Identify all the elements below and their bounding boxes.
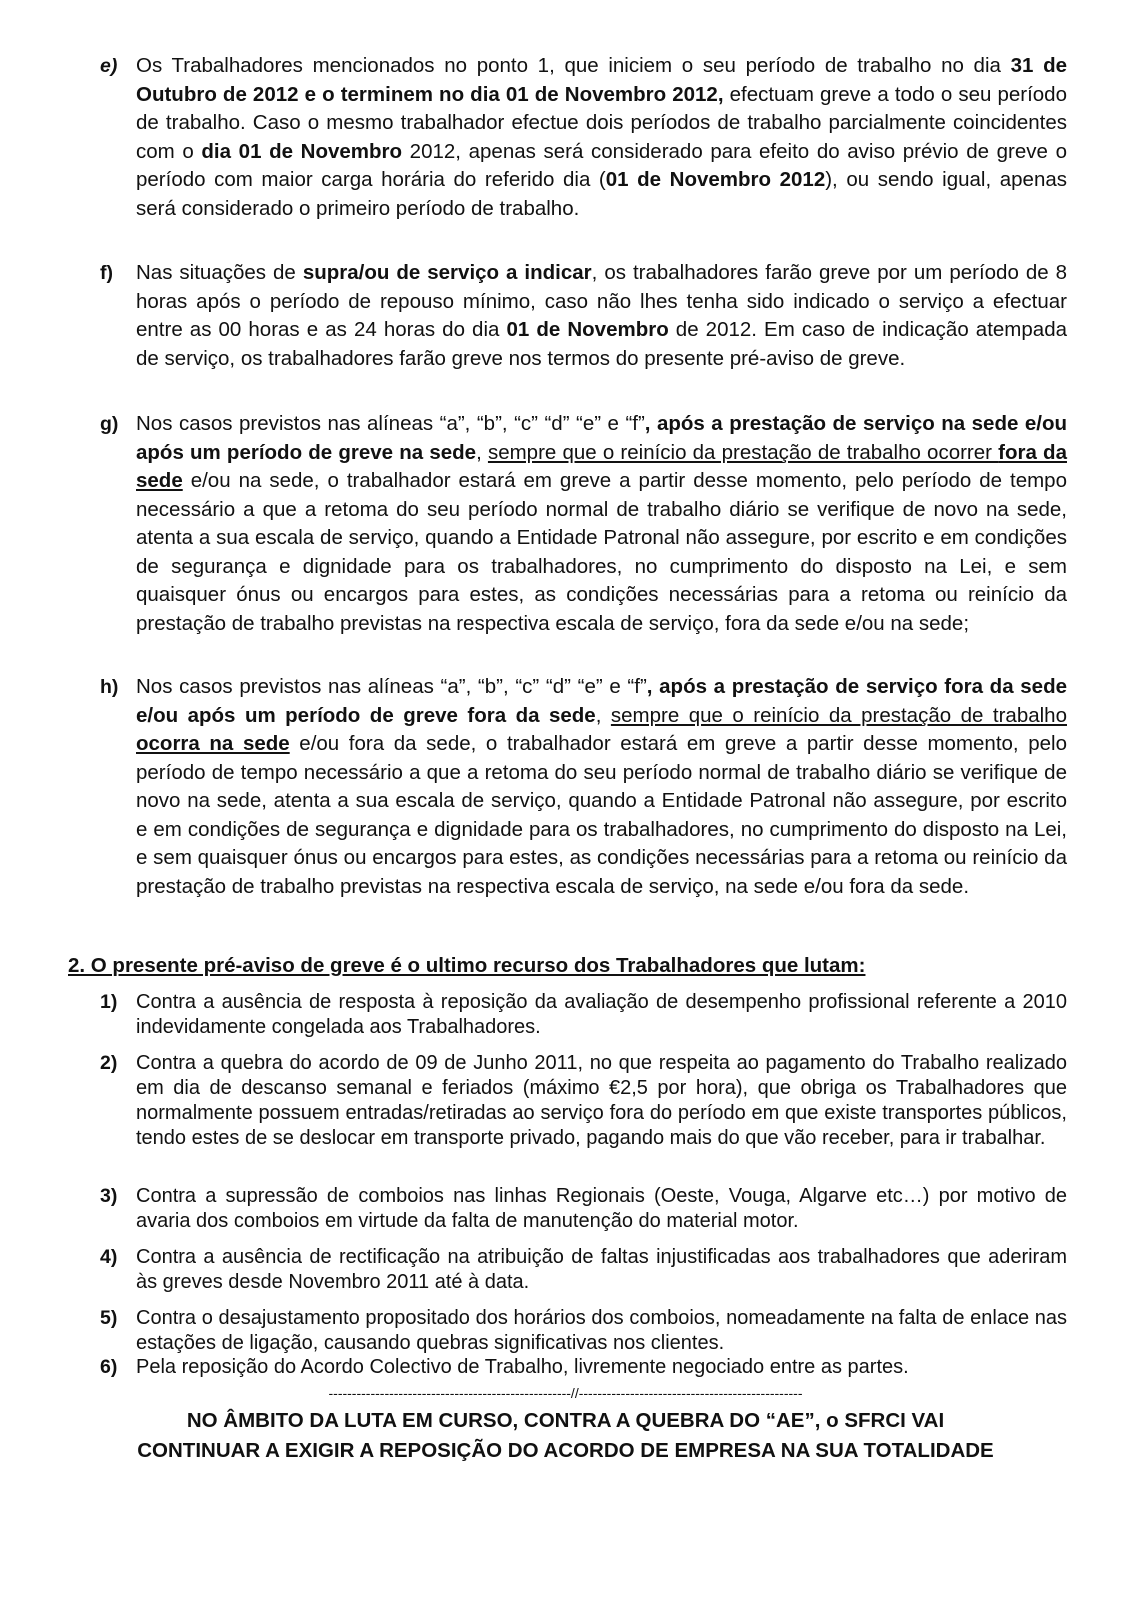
clause-g xyxy=(100,410,1067,638)
clause-h xyxy=(100,673,1067,901)
point-label: 4) xyxy=(100,1246,118,1268)
point-text: Contra a ausência de resposta à reposição da avaliação de desempenho profissional referente a 2010 indevidamente congelada aos Trabalhadores. xyxy=(136,991,1067,1038)
point-2 xyxy=(100,1051,1067,1151)
separator-line: ----------------------------------------------------//------------------------------------------------ xyxy=(328,1385,803,1401)
closing-line-2: CONTINUAR A EXIGIR A REPOSIÇÃO DO ACORDO DE EMPRESA NA SUA TOTALIDADE xyxy=(137,1439,994,1462)
point-label: 1) xyxy=(100,991,118,1013)
closing-line-1: NO ÂMBITO DA LUTA EM CURSO, CONTRA A QUEBRA DO “AE”, o SFRCI VAI xyxy=(186,1409,945,1432)
point-4 xyxy=(100,1245,1067,1295)
point-text: Pela reposição do Acordo Colectivo de Trabalho, livremente negociado entre as partes. xyxy=(136,1356,909,1378)
point-label: 6) xyxy=(100,1356,118,1378)
point-1 xyxy=(100,990,1067,1040)
section-2-heading: 2. O presente pré-aviso de greve é o ultimo recurso dos Trabalhadores que lutam: xyxy=(68,954,866,977)
clause-f xyxy=(100,259,1067,373)
clause-e xyxy=(100,52,1067,223)
point-label: 5) xyxy=(100,1307,118,1329)
point-5 xyxy=(100,1306,1067,1356)
point-text: Contra a ausência de rectificação na atribuição de faltas injustificadas aos trabalhadores que aderiram às greves desde Novembro 2011 até à data. xyxy=(136,1246,1067,1293)
clause-text: Nos casos previstos nas alíneas “a”, “b”, “c” “d” “e” e “f”, após a prestação de serviço na sede e/ou após um período de greve na sede, sempre que o reinício da prestação de trabalho ocorrer fora da sede e/ou na sede, o trabalhador estará em greve a partir desse momento, pelo período de tempo necessário a que a retoma do seu período normal de trabalho diário se verifique de novo na sede, atenta a sua escala de serviço, quando a Entidade Patronal não assegure, por escrito e em condições de segurança e dignidade para os trabalhadores, no cumprimento do disposto na Lei, e sem quaisquer ónus ou encargos para estes, as condições necessárias para a retoma ou reinício da prestação de trabalho previstas na respectiva escala de serviço, fora da sede e/ou na sede; xyxy=(136,412,1067,635)
point-text: Contra a quebra do acordo de 09 de Junho 2011, no que respeita ao pagamento do Trabalho realizado em dia de descanso semanal e feriados (máximo €2,5 por hora), que obriga os Trabalhadores que normalmente possuem entradas/retiradas ao serviço fora do período em que existe transportes públicos, tendo estes de se deslocar em transporte privado, pagando mais do que vão receber, para ir trabalhar. xyxy=(136,1052,1067,1149)
clause-text: Nas situações de supra/ou de serviço a indicar, os trabalhadores farão greve por um período de 8 horas após o período de repouso mínimo, caso não lhes tenha sido indicado o serviço a efectuar entre as 00 horas e as 24 horas do dia 01 de Novembro de 2012. Em caso de indicação atempada de serviço, os trabalhadores farão greve nos termos do presente pré-aviso de greve. xyxy=(136,261,1068,370)
point-text: Contra a supressão de comboios nas linhas Regionais (Oeste, Vouga, Algarve etc…) por motivo de avaria dos comboios em virtude da falta de manutenção do material motor. xyxy=(136,1185,1067,1232)
clause-label: g) xyxy=(100,413,119,435)
clause-label: f) xyxy=(100,262,113,284)
point-text: Contra o desajustamento propositado dos horários dos comboios, nomeadamente na falta de enlace nas estações de ligação, causando quebras significativas nos clientes. xyxy=(136,1307,1067,1354)
clause-label: e) xyxy=(100,55,118,77)
clause-label: h) xyxy=(100,676,119,698)
point-label: 2) xyxy=(100,1052,118,1074)
point-6 xyxy=(100,1355,1067,1380)
clause-text: Nos casos previstos nas alíneas “a”, “b”, “c” “d” “e” e “f”, após a prestação de serviço fora da sede e/ou após um período de greve fora da sede, sempre que o reinício da prestação de trabalho ocorra na sede e/ou fora da sede, o trabalhador estará em greve a partir desse momento, pelo período de tempo necessário a que a retoma do seu período normal de trabalho diário se verifique de novo na sede, atenta a sua escala de serviço, quando a Entidade Patronal não assegure, por escrito e em condições de segurança e dignidade para os trabalhadores, no cumprimento do disposto na Lei, e sem quaisquer ónus ou encargos para estes, as condições necessárias para a retoma ou reinício da prestação de trabalho previstas na respectiva escala de serviço, na sede e/ou fora da sede. xyxy=(136,675,1068,898)
point-label: 3) xyxy=(100,1185,118,1207)
clause-text: Os Trabalhadores mencionados no ponto 1, que iniciem o seu período de trabalho no dia 31 de Outubro de 2012 e o terminem no dia 01 de Novembro 2012, efectuam greve a todo o seu período de trabalho. Caso o mesmo trabalhador efectue dois períodos de trabalho parcialmente coincidentes com o dia 01 de Novembro 2012, apenas será considerado para efeito do aviso prévio de greve o período com maior carga horária do referido dia (01 de Novembro 2012), ou sendo igual, apenas será considerado o primeiro período de trabalho. xyxy=(136,54,1068,220)
point-3 xyxy=(100,1184,1067,1234)
